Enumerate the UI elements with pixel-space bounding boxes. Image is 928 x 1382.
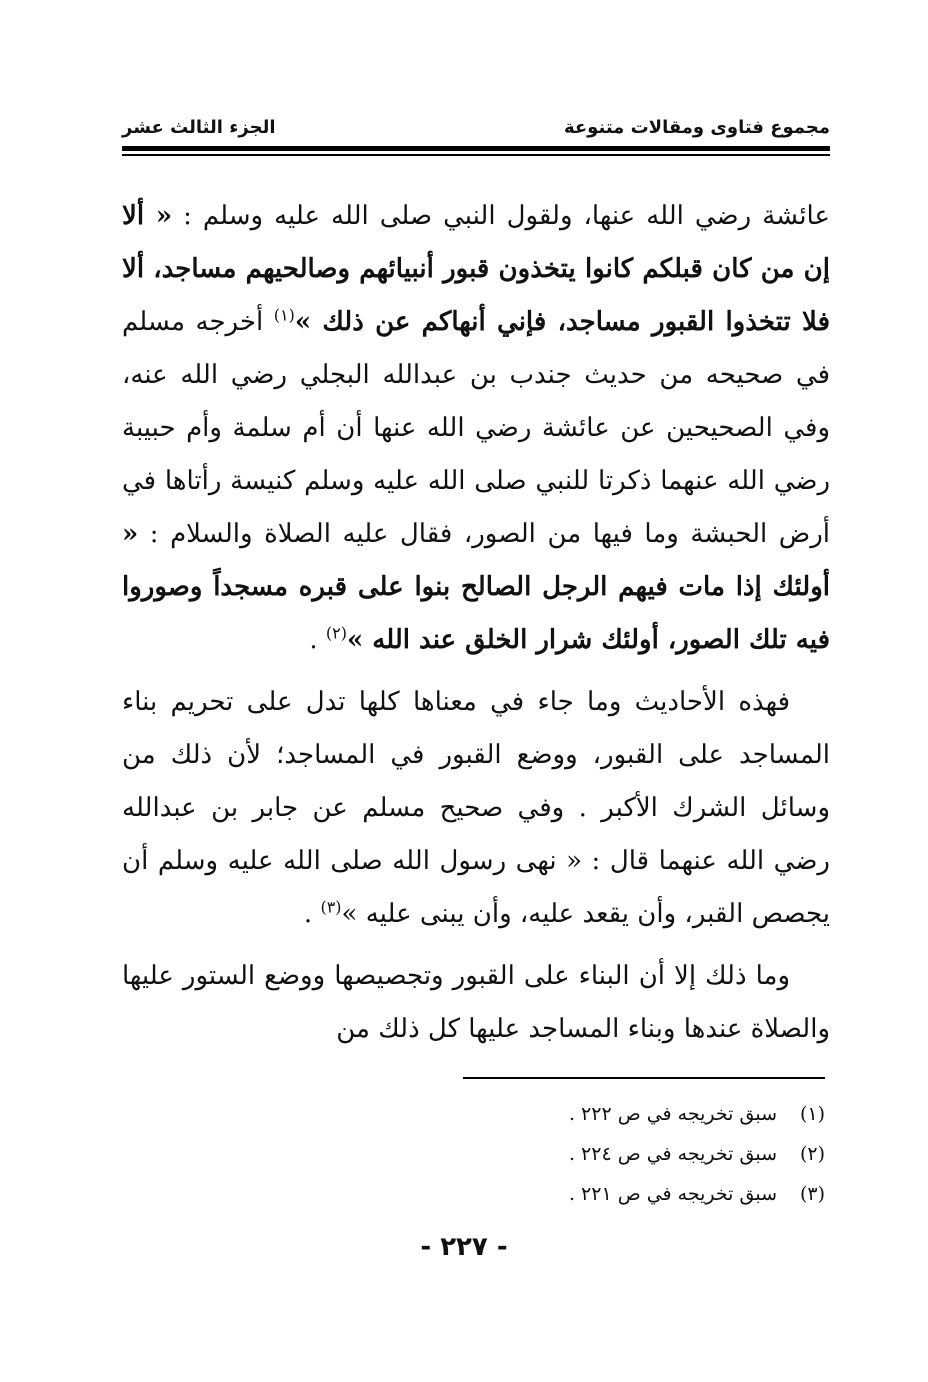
footnote-number: (٢) [799, 1143, 825, 1165]
text-segment: فهذه الأحاديث وما جاء في معناها كلها تدل على تحريم بناء المساجد على القبور، ووضع القبور في المساجد؛ لأن ذلك من وسائل الشرك الأكبر . وفي صحيح مسلم عن جابر بن عبدالله رضي الله عنهما قال : « نهى رسول الله صلى الله عليه وسلم أن يجصص القبر، وأن يقعد عليه، وأن يبنى عليه » [122, 687, 830, 929]
footnote-divider [463, 1077, 825, 1079]
text-segment: أخرجه مسلم في صحيحه من حديث جندب بن عبدالله البجلي رضي الله عنه، وفي الصحيحين عن عائشة رضي الله عنها أن أم سلمة وأم حبيبة رضي الله عنهما ذكرتا للنبي صلى الله عليه وسلم كنيسة رأتاها في أرض الحبشة وما فيها من الصور، فقال عليه الصلاة والسلام : [122, 307, 830, 549]
footnote-number: (١) [799, 1103, 825, 1125]
header-rule-thick [122, 146, 830, 151]
page-number: - ٢٢٧ - [420, 1232, 508, 1262]
footnote-reference: (١) [273, 305, 295, 325]
paragraph-2 [122, 676, 830, 941]
hadith-quote: « ألا إن من كان قبلكم كانوا يتخذون قبور أنبيائهم وصالحيهم مساجد، ألا فلا تتخذوا القبور مساجد، فإني أنهاكم عن ذلك » [122, 201, 830, 337]
volume-label: الجزء الثالث عشر [122, 116, 276, 138]
running-header [122, 112, 830, 142]
footnote-text: سبق تخريجه في ص ٢٢٢ . [568, 1103, 777, 1125]
text-segment: عائشة رضي الله عنها، ولقول النبي صلى الله عليه وسلم : [172, 201, 830, 231]
footnote-number: (٣) [799, 1183, 825, 1205]
text-segment: وما ذلك إلا أن البناء على القبور وتجصيصها ووضع الستور عليها والصلاة عندها وبناء المساجد عليها كل ذلك من [122, 961, 830, 1044]
text-segment: . [303, 899, 321, 929]
header-rule-thin [122, 154, 830, 156]
footnotes [300, 1094, 825, 1214]
footnote-item [300, 1134, 825, 1174]
footnote-reference: (٣) [320, 897, 342, 917]
book-title: مجموع فتاوى ومقالات متنوعة [563, 116, 830, 138]
footnote-text: سبق تخريجه في ص ٢٢٤ . [568, 1143, 777, 1165]
text-segment: . [309, 625, 326, 655]
footnote-item [300, 1174, 825, 1214]
footnote-reference: (٢) [325, 623, 347, 643]
body-text [122, 190, 830, 1056]
footnote-item [300, 1094, 825, 1134]
paragraph-3 [122, 950, 830, 1056]
paragraph-1 [122, 190, 830, 667]
footnote-text: سبق تخريجه في ص ٢٢١ . [568, 1183, 777, 1205]
hadith-quote: « أولئك إذا مات فيهم الرجل الصالح بنوا على قبره مسجداً وصوروا فيه تلك الصور، أولئك شرار الخلق عند الله » [122, 519, 830, 655]
